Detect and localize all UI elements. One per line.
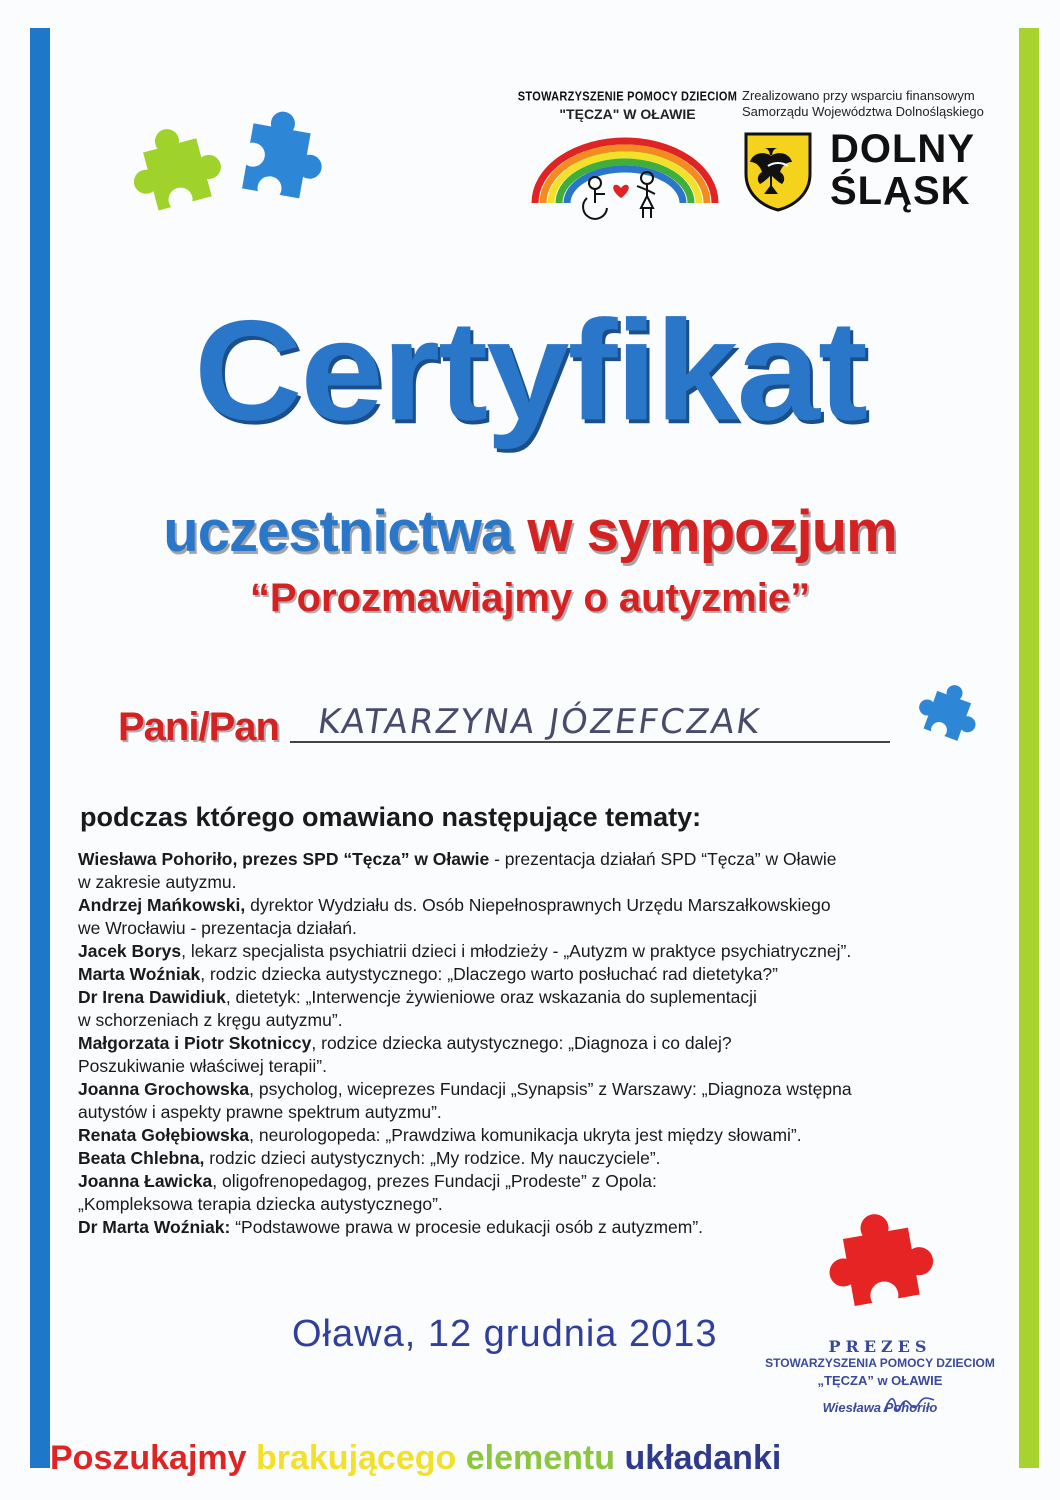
topic-description-continued: we Wrocławiu - prezentacja działań. (78, 918, 357, 938)
slogan-word-2: brakującego (255, 1439, 457, 1477)
region-name-line2: ŚLĄSK (830, 169, 971, 213)
topic-description: , lekarz specjalista psychiatrii dzieci i młodzieży - „Autyzm w praktyce psychiatrycznej”. (181, 941, 852, 961)
issue-date: Oława, 12 grudnia 2013 (292, 1313, 718, 1355)
topic-description-continued: w zakresie autyzmu. (78, 872, 237, 892)
topic-description: , psycholog, wiceprezes Fundacji „Synapsis” z Warszawy: „Diagnoza wstępna (249, 1079, 852, 1099)
topic-description: - prezentacja działań SPD “Tęcza” w Oławie (489, 849, 837, 869)
organization-name-line1: STOWARZYSZENIE POMOCY DZIECIOM (517, 90, 738, 104)
slogan-word-1: Poszukajmy (50, 1439, 247, 1477)
stamp-line1: PREZES (828, 1337, 932, 1356)
subtitle-red-part: w sympozjum (527, 499, 897, 564)
topic-item (78, 1147, 1008, 1170)
topic-item (78, 1124, 1008, 1147)
puzzle-piece-green-icon (120, 120, 230, 230)
certificate-title: Certyfikat (194, 290, 866, 450)
slogan-word-4: układanki (624, 1439, 782, 1477)
certificate-subtitle (0, 500, 1060, 564)
topic-item (78, 1078, 1008, 1124)
organization-city: "TĘCZA" W OŁAWIE (559, 106, 696, 122)
topic-speaker: Dr Irena Dawidiuk (78, 987, 226, 1007)
topic-item (78, 940, 1008, 963)
topic-description: , rodzice dziecka autystycznego: „Diagnoza i co dalej? (311, 1033, 732, 1053)
topic-description: , oligofrenopedagog, prezes Fundacji „Prodeste” z Opola: (212, 1171, 657, 1191)
recipient-name: KATARZYNA JÓZEFCZAK (315, 702, 764, 742)
topic-description-continued: Poszukiwanie właściwej terapii”. (78, 1056, 327, 1076)
rainbow-logo-icon (525, 128, 725, 228)
topic-description: , dietetyk: „Interwencje żywieniowe oraz wskazania do suplementacji (225, 987, 757, 1007)
topic-speaker: Jacek Borys (78, 941, 182, 961)
topic-speaker: Małgorzata i Piotr Skotniccy (78, 1033, 312, 1053)
stamp-line4: Wiesława Pohoriło (822, 1400, 938, 1415)
topic-description-continued: w schorzeniach z kręgu autyzmu”. (78, 1010, 343, 1030)
event-name: “Porozmawiajmy o autyzmie” (249, 576, 811, 620)
puzzle-piece-red-icon (820, 1205, 940, 1325)
topic-speaker: Dr Marta Woźniak: (78, 1217, 231, 1237)
subtitle-blue-part: uczestnictwa (163, 499, 513, 564)
topic-item (78, 986, 1008, 1032)
topic-speaker: Andrzej Mańkowski, (78, 895, 246, 915)
handwritten-signature (880, 1390, 940, 1420)
topic-item (78, 1032, 1008, 1078)
topic-description: “Podstawowe prawa w procesie edukacji osób z autyzmem”. (230, 1217, 704, 1237)
topic-speaker: Wiesława Pohoriło, prezes SPD “Tęcza” w Oławie (78, 849, 490, 869)
left-blue-bar (30, 28, 50, 1468)
right-green-bar (1019, 28, 1039, 1468)
topics-list (78, 848, 1008, 1239)
funding-note (742, 88, 1022, 120)
topic-speaker: Joanna Ławicka (78, 1171, 213, 1191)
region-name (830, 128, 975, 212)
stamp-line3: „TĘCZA” w OŁAWIE (817, 1373, 943, 1388)
topic-item (78, 894, 1008, 940)
topics-heading: podczas którego omawiano następujące tematy: (80, 802, 702, 832)
slogan-word-3: elementu (465, 1439, 616, 1477)
topic-description: dyrektor Wydziału ds. Osób Niepełnosprawnych Urzędu Marszałkowskiego (245, 895, 831, 915)
coat-of-arms-eagle-icon (742, 130, 814, 212)
topic-item (78, 848, 1008, 894)
puzzle-piece-blue-small-icon (912, 678, 984, 750)
topic-description-continued: „Kompleksowa terapia dziecka autystycznego”. (78, 1194, 443, 1214)
topic-speaker: Renata Gołębiowska (78, 1125, 250, 1145)
topic-description-continued: autystów i aspekty prawne spektrum autyzmu”. (78, 1102, 442, 1122)
organization-name (515, 89, 740, 105)
slogan (50, 1438, 1010, 1478)
topic-description: , rodzic dziecka autystycznego: „Dlaczego warto posłuchać rad dietetyka?” (200, 964, 778, 984)
topic-speaker: Joanna Grochowska (78, 1079, 250, 1099)
stamp-line2: STOWARZYSZENIA POMOCY DZIECIOM (765, 1356, 995, 1370)
topic-description: rodzic dzieci autystycznych: „My rodzice. My nauczyciele”. (204, 1148, 661, 1168)
region-name-line1: DOLNY (830, 127, 975, 171)
puzzle-piece-blue-icon (222, 98, 332, 228)
recipient-label: Pani/Pan (118, 705, 279, 749)
topic-speaker: Beata Chlebna, (78, 1148, 205, 1168)
funding-note-line1: Zrealizowano przy wsparciu finansowym (742, 88, 975, 103)
topic-description: , neurologopeda: „Prawdziwa komunikacja ukryta jest między słowami”. (249, 1125, 802, 1145)
topic-speaker: Marta Woźniak (78, 964, 201, 984)
funding-note-line2: Samorządu Województwa Dolnośląskiego (742, 104, 984, 119)
topic-item (78, 963, 1008, 986)
